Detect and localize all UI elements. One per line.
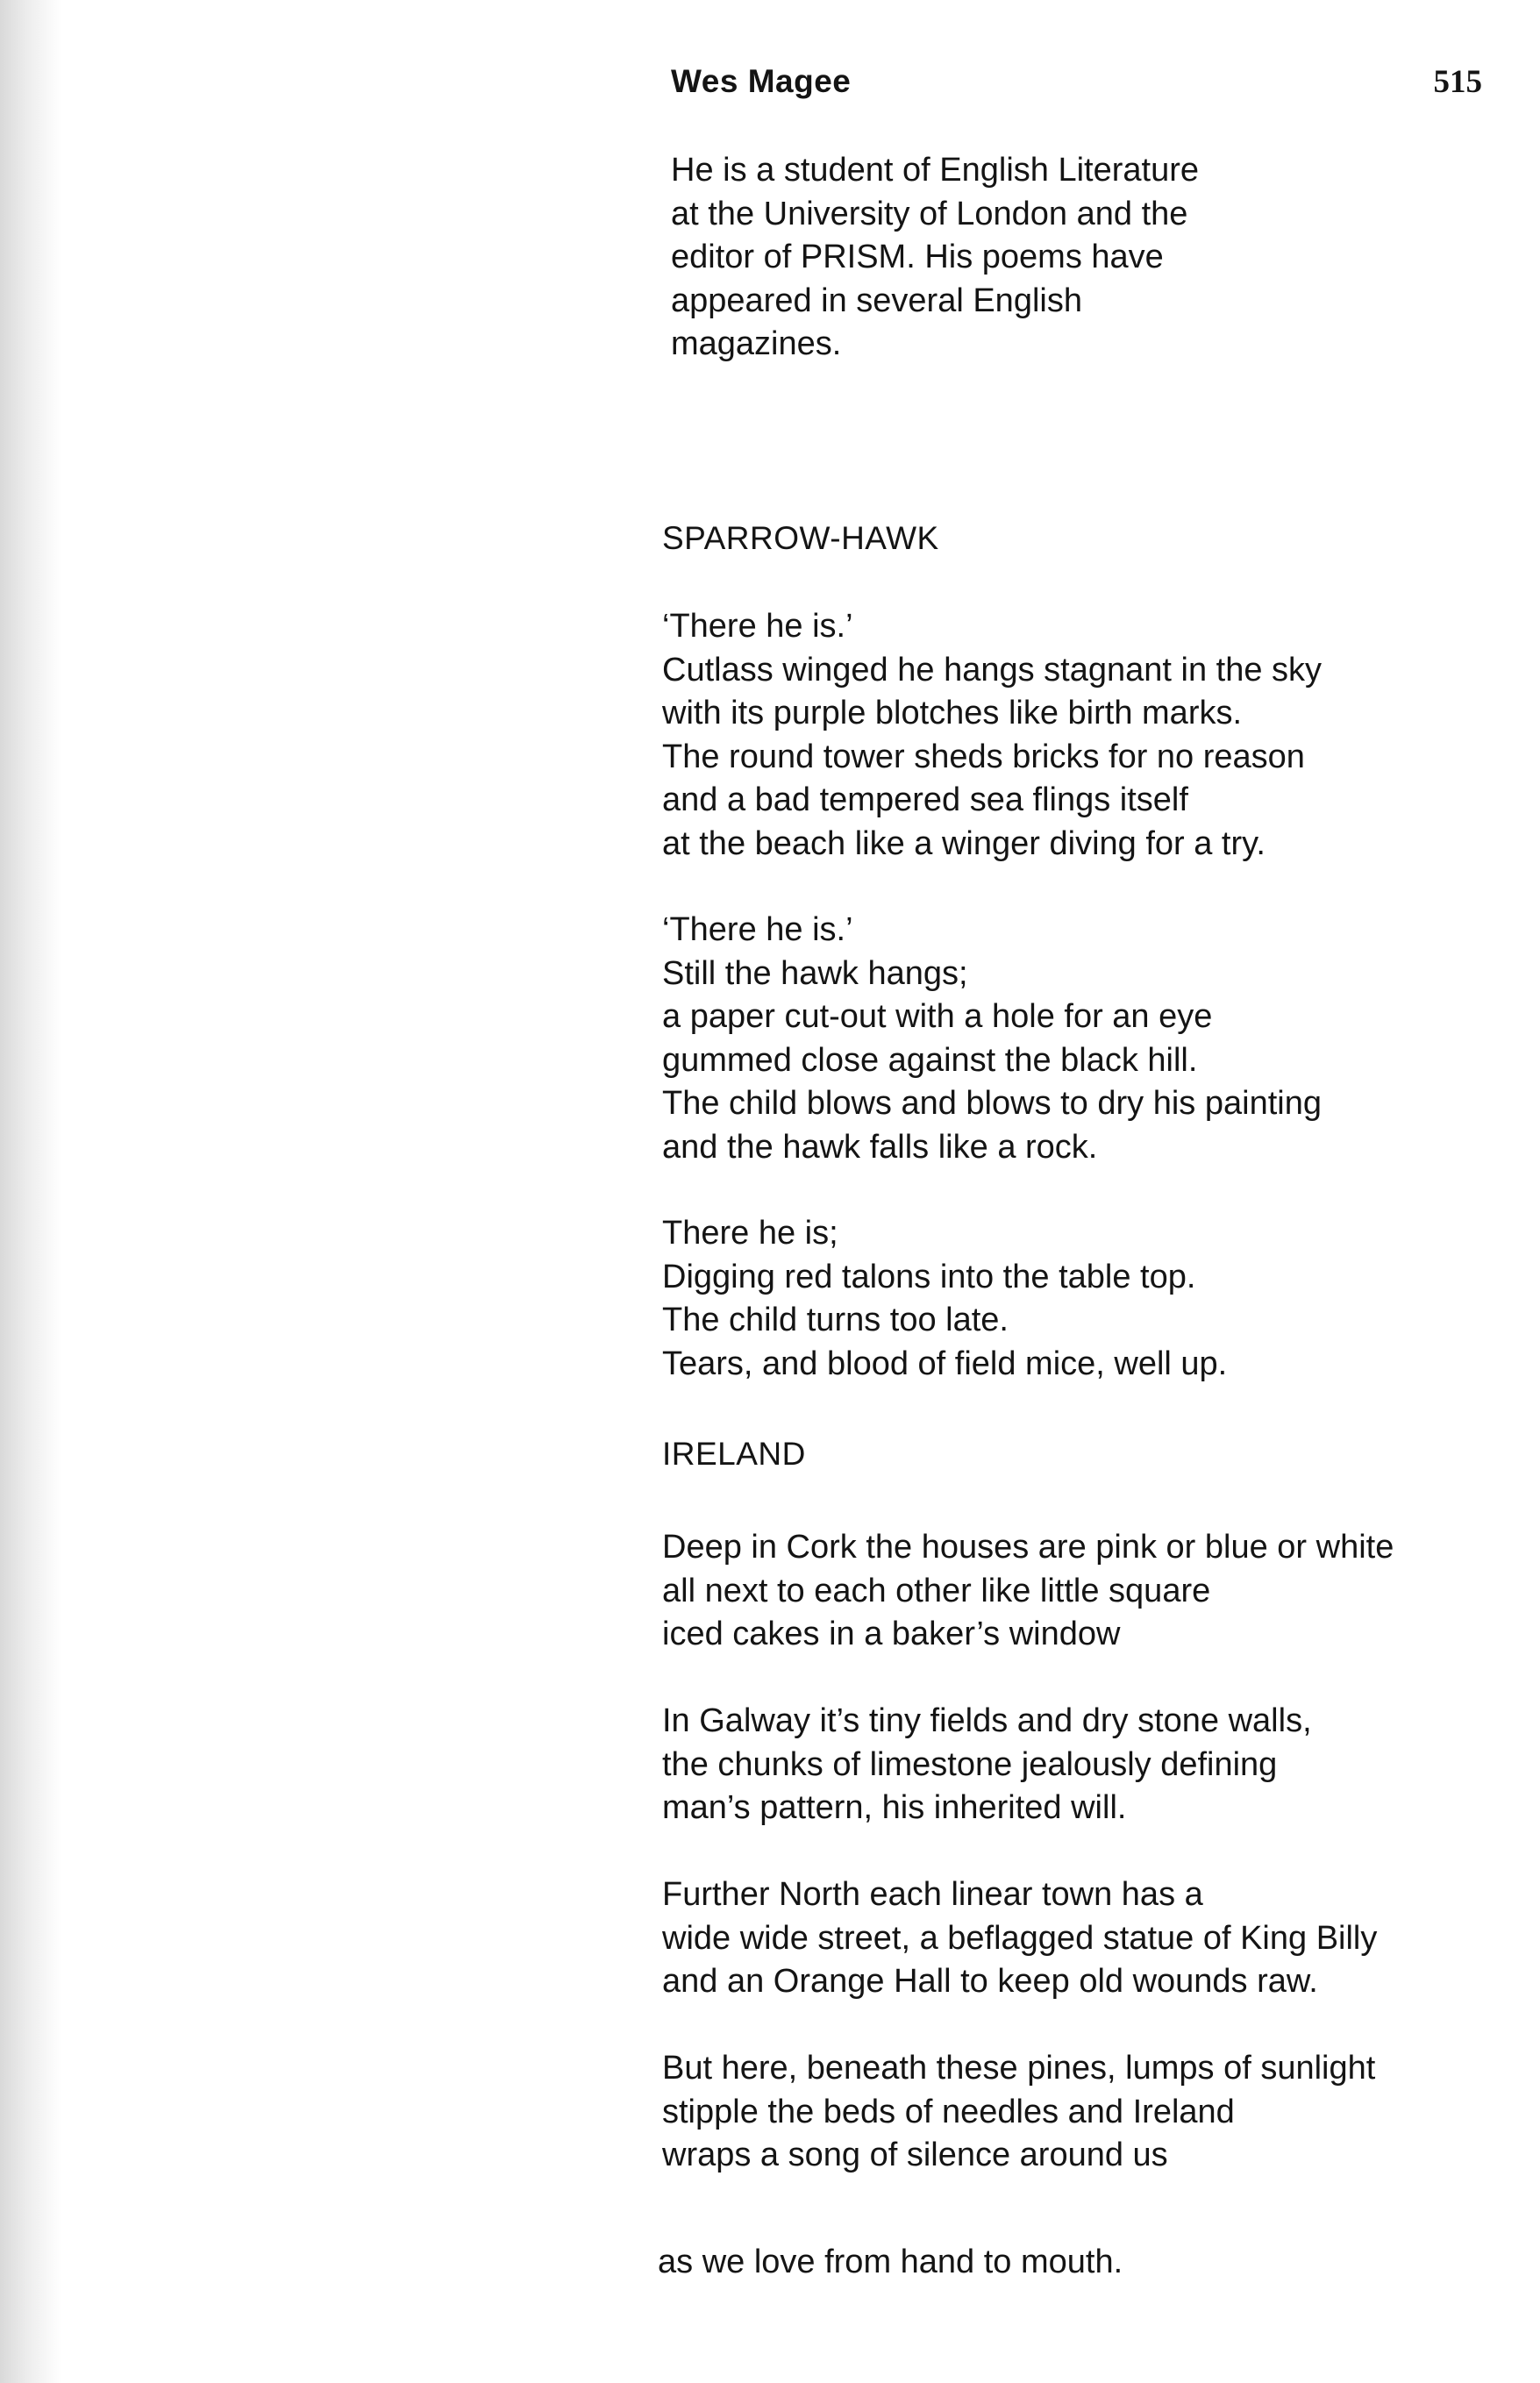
poem-line: stipple the beds of needles and Ireland <box>662 2093 1235 2130</box>
poem-line: In Galway it’s tiny fields and dry stone walls, <box>662 1702 1312 1739</box>
author-name: Wes Magee <box>671 63 852 99</box>
poem-stanza <box>662 1212 1504 1386</box>
poem-line: wide wide street, a beflagged statue of King Billy <box>662 1919 1378 1957</box>
poem-stanza <box>662 2047 1504 2178</box>
poem-line: The child blows and blows to dry his painting <box>662 1085 1322 1122</box>
poem-line: Digging red talons into the table top. <box>662 1258 1196 1295</box>
poem-title: IRELAND <box>662 1436 806 1472</box>
poem-stanza <box>662 909 1504 1169</box>
bio-line: editor of PRISM. His poems have <box>671 239 1164 275</box>
poem-title: SPARROW-HAWK <box>662 520 939 556</box>
poem-line: The child turns too late. <box>662 1302 1009 1338</box>
poem-line: the chunks of limestone jealously defining <box>662 1745 1278 1783</box>
poem-line: Further North each linear town has a <box>662 1876 1203 1913</box>
author-bio <box>671 149 1460 367</box>
poem-line: all next to each other like little square <box>662 1572 1211 1609</box>
poem-line: Cutlass winged he hangs stagnant in the sky <box>662 651 1323 689</box>
poem-line: man’s pattern, his inherited will. <box>662 1789 1127 1826</box>
poem-line: with its purple blotches like birth marks. <box>662 695 1243 731</box>
bio-line: He is a student of English Literature <box>671 152 1200 189</box>
bio-line: magazines. <box>671 325 842 362</box>
poem-line: gummed close against the black hill. <box>662 1041 1198 1079</box>
poem-line: Tears, and blood of field mice, well up. <box>662 1345 1228 1382</box>
poem-line: and an Orange Hall to keep old wounds raw. <box>662 1963 1318 2000</box>
poem-line: and the hawk falls like a rock. <box>662 1128 1098 1166</box>
poem-line: wraps a song of silence around us <box>662 2137 1168 2173</box>
poem-stanza <box>662 1700 1504 1830</box>
poem-line: The round tower sheds bricks for no reason <box>662 738 1305 775</box>
page-number: 515 <box>1433 64 1482 100</box>
poem-line: But here, beneath these pines, lumps of sunlight <box>662 2050 1376 2087</box>
poem-line: Still the hawk hangs; <box>662 954 968 992</box>
poem-stanza <box>662 1873 1504 2004</box>
poem-line: iced cakes in a baker’s window <box>662 1616 1121 1652</box>
poem-line: a paper cut-out with a hole for an eye <box>662 998 1213 1035</box>
poem-line: ‘There he is.’ <box>662 608 853 645</box>
poem-line: at the beach like a winger diving for a try. <box>662 824 1266 862</box>
poem-line: Deep in Cork the houses are pink or blue or white <box>662 1529 1394 1566</box>
poem-line: and a bad tempered sea flings itself <box>662 781 1188 818</box>
poem-ireland <box>662 1433 1504 1475</box>
poem-final-line: as we love from hand to mouth. <box>658 2244 1123 2280</box>
poem-sparrow-hawk <box>662 517 1504 560</box>
bio-line: at the University of London and the <box>671 195 1188 232</box>
running-head <box>671 63 1482 107</box>
poem-line: ‘There he is.’ <box>662 911 853 948</box>
bio-line: appeared in several English <box>671 282 1082 319</box>
poem-line: There he is; <box>662 1215 838 1252</box>
poem-stanza <box>662 1526 1504 1657</box>
poem-stanza <box>662 605 1504 866</box>
